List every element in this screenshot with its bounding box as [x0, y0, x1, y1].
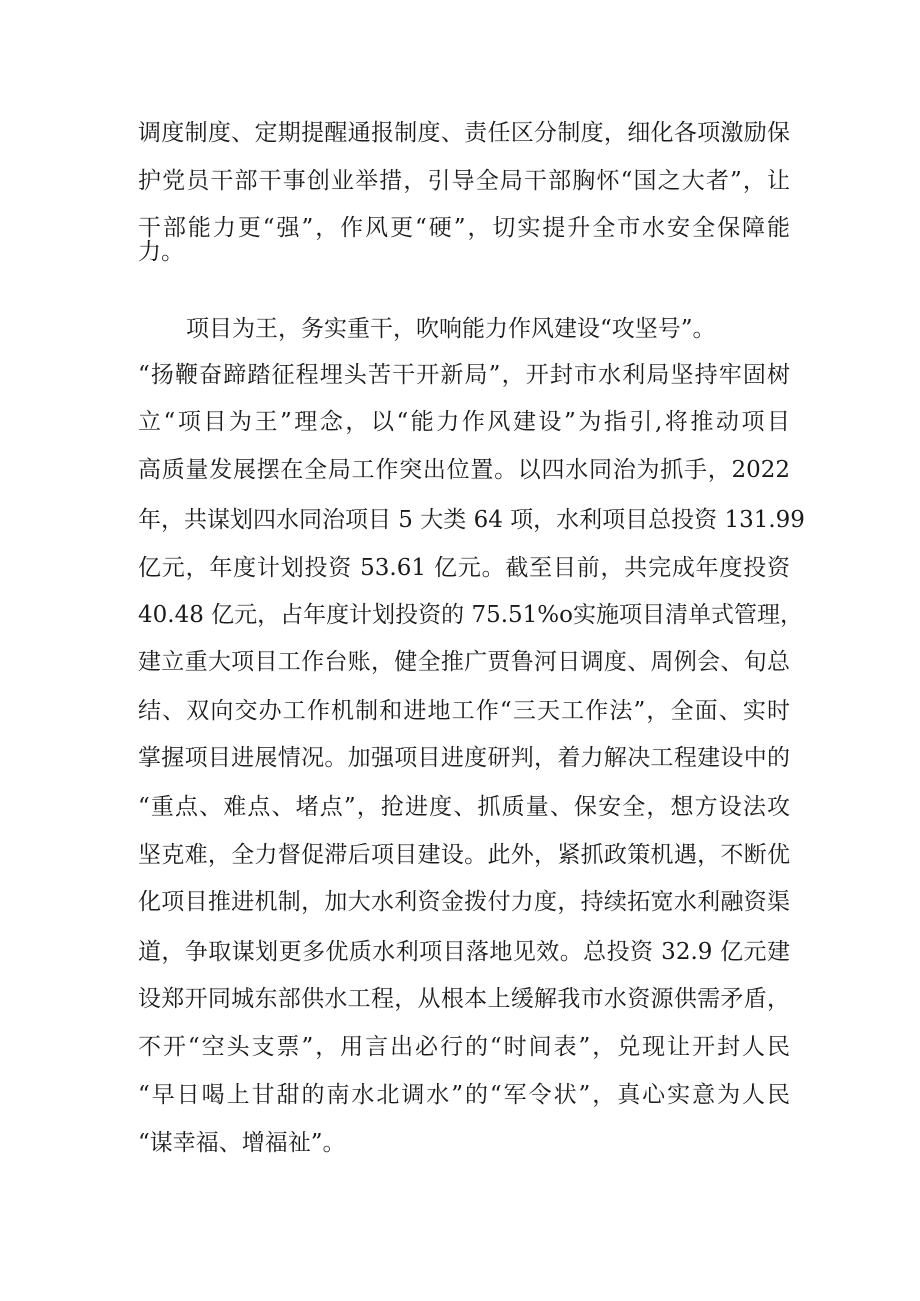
paragraph-1-line-4: 力。: [138, 239, 184, 265]
paragraph-2-line-4: 高质量发展摆在全局工作突出位置。以四水同治为抓手，2022: [138, 457, 790, 483]
paragraph-1-line-1: 调度制度、定期提醒通报制度、责任区分制度，细化各项激励保: [138, 120, 790, 146]
paragraph-2-line-14: 道，争取谋划更多优质水利项目落地见效。总投资 32.9 亿元建: [138, 939, 790, 965]
paragraph-1-line-2: 护党员干部干事创业举措，引导全局干部胸怀“国之大者”，让: [138, 168, 790, 194]
paragraph-2-line-13: 化项目推进机制，加大水利资金拨付力度，持续拓宽水利融资渠: [138, 889, 790, 915]
paragraph-1-line-3: 干部能力更“强”，作风更“硬”，切实提升全市水安全保障能: [138, 215, 790, 241]
paragraph-2-line-10: 掌握项目进展情况。加强项目进度研判，着力解决工程建设中的: [138, 745, 790, 771]
paragraph-2-heading-line: 项目为王，务实重干，吹响能力作风建设“攻坚号”。: [186, 316, 716, 342]
paragraph-2-line-3: 立“项目为王”理念，以“能力作风建设”为指引,将推动项目: [138, 409, 790, 435]
paragraph-2-line-7: 40.48 亿元，占年度计划投资的 75.51%o实施项目清单式管理，: [138, 602, 804, 628]
paragraph-2-line-8: 建立重大项目工作台账，健全推广贾鲁河日调度、周例会、旬总: [138, 649, 790, 675]
paragraph-2-line-18: “谋幸福、增福祉”。: [138, 1130, 346, 1156]
paragraph-2-line-12: 坚克难，全力督促滞后项目建设。此外，紧抓政策机遇，不断优: [138, 842, 790, 868]
paragraph-2-line-6: 亿元，年度计划投资 53.61 亿元。截至目前，共完成年度投资: [138, 555, 790, 581]
paragraph-2-line-5: 年，共谋划四水同治项目 5 大类 64 项，水利项目总投资 131.99: [138, 507, 805, 533]
paragraph-2-line-16: 不开“空头支票”，用言出必行的“时间表”，兑现让开封人民: [138, 1034, 790, 1060]
paragraph-2-line-11: “重点、难点、堵点”，抢进度、抓质量、保安全，想方设法攻: [138, 794, 790, 820]
paragraph-2-line-15: 设郑开同城东部供水工程，从根本上缓解我市水资源供需矛盾，: [138, 986, 790, 1012]
paragraph-2-line-9: 结、双向交办工作机制和进地工作“三天工作法”，全面、实时: [138, 698, 790, 724]
paragraph-2-line-2: “扬鞭奋蹄踏征程埋头苦干开新局”，开封市水利局坚持牢固树: [138, 362, 790, 388]
paragraph-2-line-17: “早日喝上甘甜的南水北调水”的“军令状”，真心实意为人民: [138, 1082, 790, 1108]
